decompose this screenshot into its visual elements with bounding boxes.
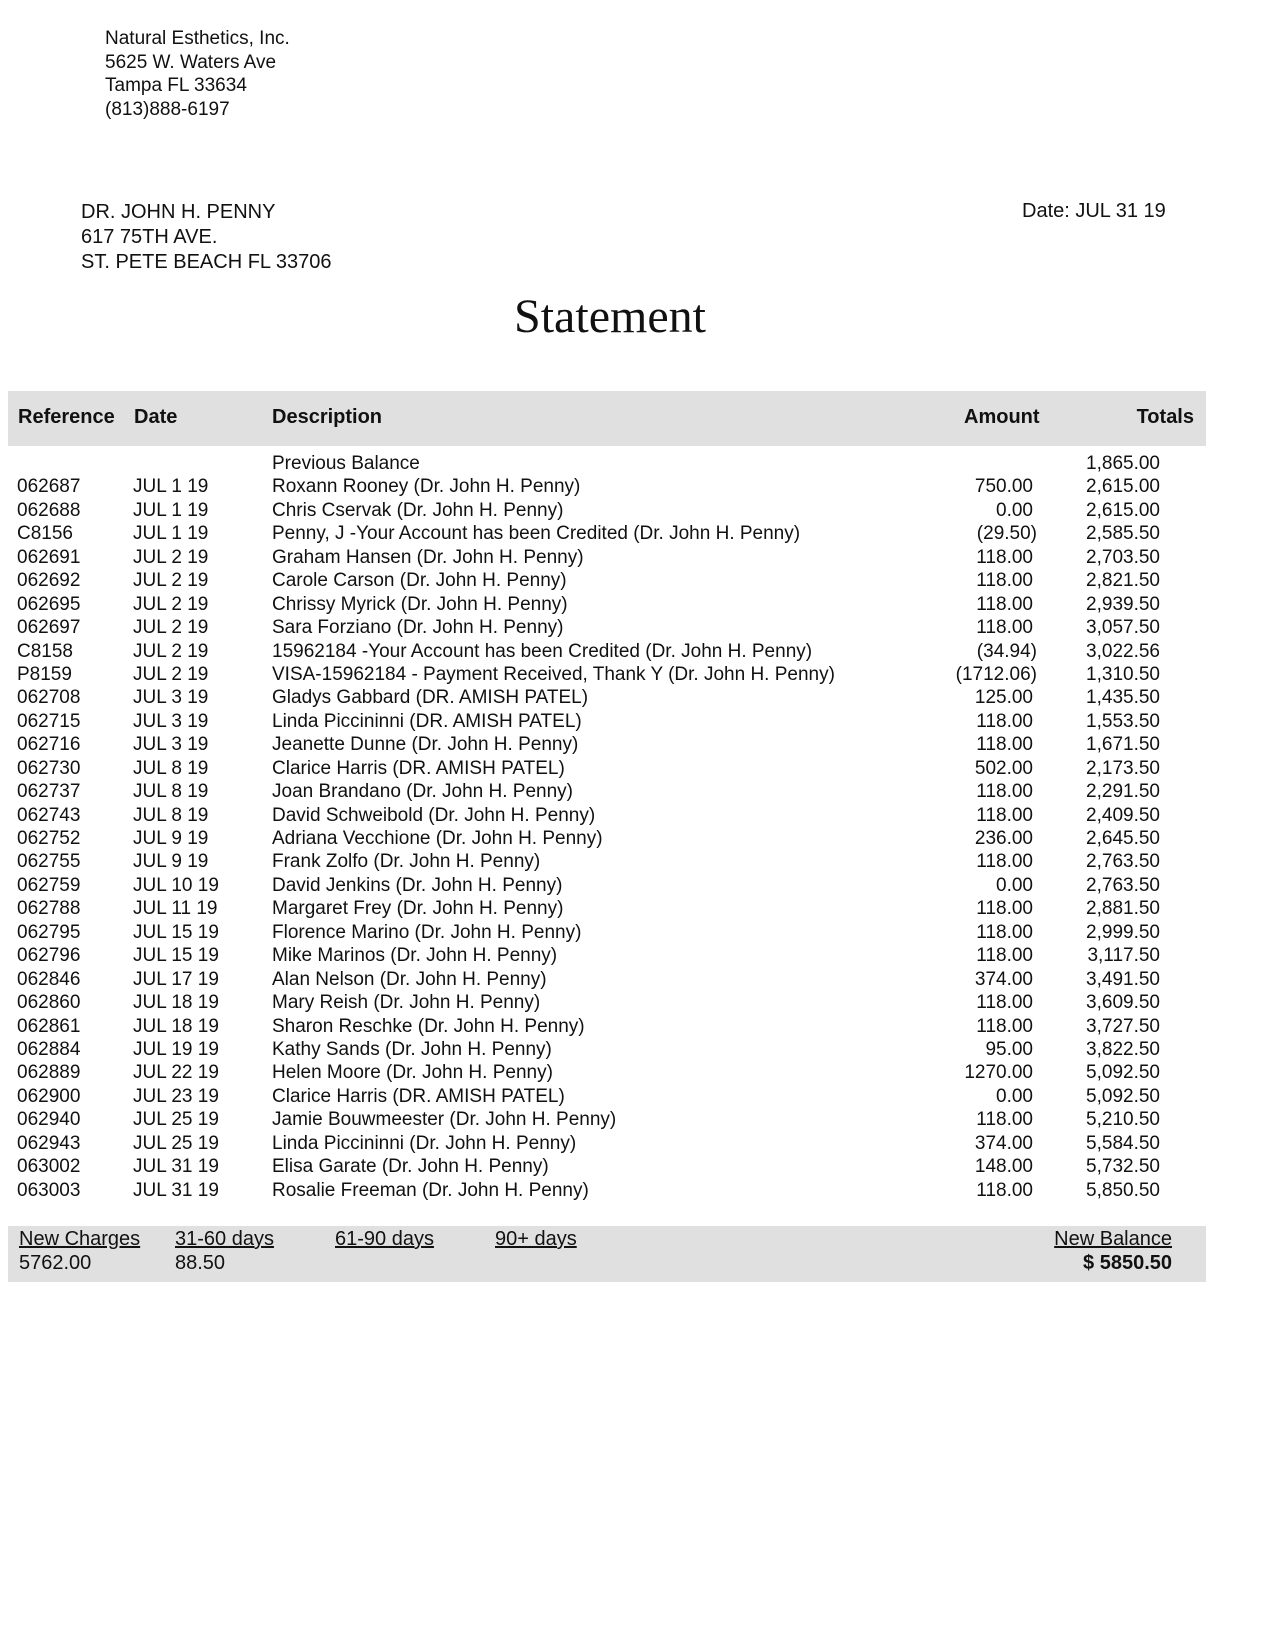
company-address (105, 27, 290, 121)
row-total: 2,763.50 (1086, 851, 1160, 873)
table-row (0, 686, 1220, 709)
table-row (0, 640, 1220, 663)
row-description: Previous Balance (272, 453, 420, 474)
row-reference: 062796 (17, 945, 81, 967)
table-row (0, 546, 1220, 569)
table-row (0, 827, 1220, 850)
row-reference: 062752 (17, 828, 81, 849)
table-row (0, 710, 1220, 733)
row-description: Adriana Vecchione (Dr. John H. Penny) (272, 828, 603, 849)
row-total: 2,409.50 (1086, 804, 1160, 826)
row-total: 2,881.50 (1086, 898, 1160, 920)
row-total: 5,584.50 (1086, 1132, 1160, 1154)
row-amount: 118.00 (976, 710, 1033, 732)
row-date: JUL 18 19 (133, 1015, 219, 1037)
row-description: David Schweibold (Dr. John H. Penny) (272, 804, 596, 826)
row-description: Elisa Garate (Dr. John H. Penny) (272, 1156, 549, 1178)
row-date: JUL 25 19 (133, 1109, 219, 1131)
row-date: JUL 15 19 (133, 921, 219, 943)
table-row (0, 874, 1220, 897)
row-amount: 118.00 (976, 1179, 1033, 1201)
row-description: Margaret Frey (Dr. John H. Penny) (272, 898, 564, 920)
row-description: Rosalie Freeman (Dr. John H. Penny) (272, 1179, 589, 1201)
statement-date: Date: JUL 31 19 (1022, 200, 1166, 222)
row-amount: (34.94) (976, 640, 1037, 662)
row-date: JUL 18 19 (133, 992, 219, 1014)
row-amount: 502.00 (974, 757, 1033, 779)
row-date: JUL 3 19 (133, 710, 209, 732)
row-description: Clarice Harris (DR. AMISH PATEL) (272, 757, 565, 779)
row-total: 2,291.50 (1086, 781, 1160, 803)
row-description: Sharon Reschke (Dr. John H. Penny) (272, 1015, 585, 1037)
row-total: 1,435.50 (1086, 687, 1160, 709)
table-row (0, 452, 1220, 475)
row-reference: 062730 (17, 757, 81, 779)
company-name: Natural Esthetics, Inc. (105, 28, 290, 49)
table-row (0, 1085, 1220, 1108)
table-row (0, 1061, 1220, 1084)
recipient-address (81, 200, 331, 275)
company-city: Tampa FL 33634 (105, 75, 247, 96)
row-reference: 062691 (17, 546, 81, 568)
row-reference: 062755 (17, 851, 81, 873)
table-row (0, 944, 1220, 967)
company-street: 5625 W. Waters Ave (105, 51, 277, 73)
row-reference: 062788 (17, 898, 81, 920)
table-row (0, 593, 1220, 616)
row-total: 3,609.50 (1086, 992, 1160, 1014)
row-total: 5,092.50 (1086, 1062, 1160, 1084)
page-title: Statement (514, 290, 706, 343)
row-amount: 374.00 (974, 1132, 1033, 1154)
row-amount: 1270.00 (964, 1062, 1033, 1084)
row-amount: 0.00 (996, 874, 1033, 896)
header-description: Description (272, 406, 383, 428)
row-amount: 148.00 (974, 1156, 1033, 1178)
row-reference: 062687 (17, 476, 81, 498)
row-description: 15962184 -Your Account has been Credited (Dr. John H. Penny) (272, 640, 813, 662)
row-description: Clarice Harris (DR. AMISH PATEL) (272, 1085, 565, 1107)
row-description: Jamie Bouwmeester (Dr. John H. Penny) (272, 1109, 617, 1131)
row-date: JUL 2 19 (133, 663, 209, 685)
row-description: Gladys Gabbard (DR. AMISH PATEL) (272, 687, 589, 709)
summary-bar (8, 1226, 1206, 1282)
row-description: Chris Cservak (Dr. John H. Penny) (272, 499, 564, 521)
header-totals: Totals (1136, 406, 1194, 428)
row-date: JUL 19 19 (133, 1038, 219, 1060)
row-description: Joan Brandano (Dr. John H. Penny) (272, 781, 574, 803)
row-date: JUL 11 19 (133, 898, 218, 920)
row-amount: (1712.06) (955, 663, 1037, 685)
row-amount: 118.00 (976, 945, 1033, 967)
row-total: 3,057.50 (1086, 617, 1160, 639)
table-row (0, 921, 1220, 944)
row-date: JUL 17 19 (133, 968, 219, 990)
recipient-city: ST. PETE BEACH FL 33706 (81, 251, 332, 273)
row-date: JUL 31 19 (133, 1156, 219, 1178)
row-reference: C8156 (17, 523, 73, 545)
row-date: JUL 2 19 (133, 593, 209, 615)
row-amount: 750.00 (974, 476, 1033, 498)
row-amount: 118.00 (976, 617, 1033, 639)
table-row (0, 991, 1220, 1014)
row-date: JUL 22 19 (133, 1062, 219, 1084)
days-61-90-label: 61-90 days (335, 1228, 434, 1250)
row-amount: 118.00 (976, 992, 1033, 1014)
row-reference: 062737 (17, 781, 81, 803)
row-date: JUL 2 19 (133, 570, 209, 592)
row-reference: 062900 (17, 1085, 81, 1107)
row-reference: 062715 (17, 710, 81, 732)
row-date: JUL 9 19 (133, 851, 209, 873)
row-amount: 118.00 (976, 570, 1033, 592)
recipient-street: 617 75TH AVE. (81, 226, 218, 248)
row-total: 1,553.50 (1086, 710, 1160, 732)
days-31-60-value: 88.50 (175, 1252, 226, 1274)
row-total: 5,732.50 (1086, 1156, 1160, 1178)
row-amount: 118.00 (976, 851, 1033, 873)
row-description: Chrissy Myrick (Dr. John H. Penny) (272, 593, 568, 615)
row-reference: 062940 (17, 1109, 81, 1131)
recipient-name: DR. JOHN H. PENNY (81, 201, 276, 223)
new-charges-label: New Charges (19, 1228, 141, 1250)
row-description: Kathy Sands (Dr. John H. Penny) (272, 1038, 552, 1060)
row-description: VISA-15962184 - Payment Received, Thank Y (Dr. John H. Penny) (272, 663, 835, 685)
table-row (0, 616, 1220, 639)
row-total: 5,210.50 (1086, 1109, 1160, 1131)
table-row (0, 522, 1220, 545)
row-total: 2,939.50 (1086, 593, 1160, 615)
row-total: 5,092.50 (1086, 1085, 1160, 1107)
row-reference: 062697 (17, 617, 81, 639)
table-row (0, 663, 1220, 686)
row-total: 3,022.56 (1086, 640, 1160, 662)
row-reference: 063002 (17, 1156, 81, 1178)
row-description: Mary Reish (Dr. John H. Penny) (272, 992, 541, 1014)
row-amount: 118.00 (976, 593, 1033, 615)
row-total: 2,763.50 (1086, 874, 1160, 896)
table-row (0, 1108, 1220, 1131)
row-date: JUL 9 19 (133, 828, 209, 849)
row-total: 2,173.50 (1086, 757, 1160, 779)
row-description: Graham Hansen (Dr. John H. Penny) (272, 546, 584, 568)
row-amount: 118.00 (976, 804, 1033, 826)
row-amount: 118.00 (976, 921, 1033, 943)
table-header (8, 391, 1206, 446)
row-date: JUL 15 19 (133, 945, 219, 967)
row-total: 2,821.50 (1086, 570, 1160, 592)
table-row (0, 1038, 1220, 1061)
row-reference: C8158 (17, 640, 73, 662)
row-date: JUL 8 19 (133, 804, 209, 826)
row-total: 2,645.50 (1086, 828, 1160, 849)
table-row (0, 1155, 1220, 1178)
row-total: 2,585.50 (1086, 523, 1160, 545)
table-row (0, 475, 1220, 498)
row-reference: 062692 (17, 570, 81, 592)
row-reference: 062708 (17, 687, 81, 709)
row-amount: (29.50) (976, 523, 1037, 545)
row-reference: 063003 (17, 1179, 81, 1201)
row-amount: 0.00 (996, 1085, 1033, 1107)
row-date: JUL 10 19 (133, 874, 219, 896)
row-reference: 062795 (17, 921, 81, 943)
row-description: Florence Marino (Dr. John H. Penny) (272, 921, 582, 943)
header-amount: Amount (964, 406, 1040, 428)
table-row (0, 897, 1220, 920)
table-row (0, 569, 1220, 592)
statement-table-body (0, 452, 1220, 1202)
row-amount: 118.00 (976, 1015, 1033, 1037)
row-reference: 062889 (17, 1062, 81, 1084)
row-date: JUL 1 19 (133, 476, 209, 498)
row-description: Jeanette Dunne (Dr. John H. Penny) (272, 734, 579, 756)
row-reference: 062695 (17, 593, 81, 615)
row-date: JUL 1 19 (133, 523, 209, 545)
row-date: JUL 3 19 (133, 687, 209, 709)
table-row (0, 850, 1220, 873)
row-amount: 118.00 (976, 898, 1033, 920)
table-row (0, 499, 1220, 522)
row-amount: 118.00 (976, 734, 1033, 756)
row-amount: 236.00 (974, 828, 1033, 849)
row-amount: 118.00 (976, 781, 1033, 803)
row-description: Carole Carson (Dr. John H. Penny) (272, 570, 567, 592)
new-balance-value: $ 5850.50 (1083, 1252, 1172, 1274)
header-reference: Reference (18, 406, 115, 428)
days-90-plus-label: 90+ days (495, 1228, 577, 1250)
row-total: 1,310.50 (1086, 663, 1160, 685)
new-charges-value: 5762.00 (19, 1252, 92, 1274)
table-row (0, 1015, 1220, 1038)
row-description: Roxann Rooney (Dr. John H. Penny) (272, 476, 581, 498)
row-reference: 062861 (17, 1015, 81, 1037)
row-total: 2,999.50 (1086, 921, 1160, 943)
row-reference: 062860 (17, 992, 81, 1014)
row-date: JUL 1 19 (133, 499, 209, 521)
row-date: JUL 3 19 (133, 734, 209, 756)
row-description: Penny, J -Your Account has been Credited (Dr. John H. Penny) (272, 523, 801, 545)
row-date: JUL 25 19 (133, 1132, 219, 1154)
header-date: Date (134, 406, 178, 428)
row-reference: 062688 (17, 499, 81, 521)
row-description: Helen Moore (Dr. John H. Penny) (272, 1062, 553, 1084)
table-row (0, 968, 1220, 991)
days-31-60-label: 31-60 days (175, 1228, 274, 1250)
row-reference: 062943 (17, 1132, 81, 1154)
row-date: JUL 8 19 (133, 757, 209, 779)
row-description: Sara Forziano (Dr. John H. Penny) (272, 617, 564, 639)
row-amount: 0.00 (996, 499, 1033, 521)
row-reference: 062846 (17, 968, 81, 990)
row-date: JUL 2 19 (133, 640, 209, 662)
row-amount: 374.00 (974, 968, 1033, 990)
row-total: 1,671.50 (1086, 734, 1160, 756)
row-reference: P8159 (17, 663, 72, 685)
row-reference: 062716 (17, 734, 81, 756)
row-total: 2,703.50 (1086, 546, 1160, 568)
row-date: JUL 2 19 (133, 617, 209, 639)
new-balance-label: New Balance (1054, 1228, 1172, 1250)
row-reference: 062743 (17, 804, 81, 826)
row-total: 2,615.00 (1086, 499, 1160, 521)
row-description: Linda Piccininni (DR. AMISH PATEL) (272, 710, 582, 732)
row-description: Alan Nelson (Dr. John H. Penny) (272, 968, 547, 990)
row-amount: 118.00 (976, 546, 1033, 568)
company-phone: (813)888-6197 (105, 98, 230, 120)
row-total: 3,822.50 (1086, 1038, 1160, 1060)
table-row (0, 733, 1220, 756)
row-reference: 062884 (17, 1038, 81, 1060)
table-row (0, 780, 1220, 803)
row-total: 3,727.50 (1086, 1015, 1160, 1037)
row-date: JUL 8 19 (133, 781, 209, 803)
row-date: JUL 31 19 (133, 1179, 219, 1201)
row-total: 2,615.00 (1086, 476, 1160, 498)
row-total: 1,865.00 (1086, 453, 1160, 474)
row-description: David Jenkins (Dr. John H. Penny) (272, 874, 563, 896)
table-row (0, 757, 1220, 780)
row-reference: 062759 (17, 874, 81, 896)
table-row (0, 1132, 1220, 1155)
table-row (0, 804, 1220, 827)
row-description: Mike Marinos (Dr. John H. Penny) (272, 945, 558, 967)
row-amount: 95.00 (985, 1038, 1033, 1060)
row-date: JUL 2 19 (133, 546, 209, 568)
row-amount: 118.00 (976, 1109, 1033, 1131)
row-description: Frank Zolfo (Dr. John H. Penny) (272, 851, 541, 873)
table-row (0, 1179, 1220, 1202)
row-date: JUL 23 19 (133, 1085, 219, 1107)
row-total: 5,850.50 (1086, 1179, 1160, 1201)
row-total: 3,117.50 (1087, 945, 1160, 967)
row-amount: 125.00 (974, 687, 1033, 709)
row-description: Linda Piccininni (Dr. John H. Penny) (272, 1132, 577, 1154)
row-total: 3,491.50 (1086, 968, 1160, 990)
